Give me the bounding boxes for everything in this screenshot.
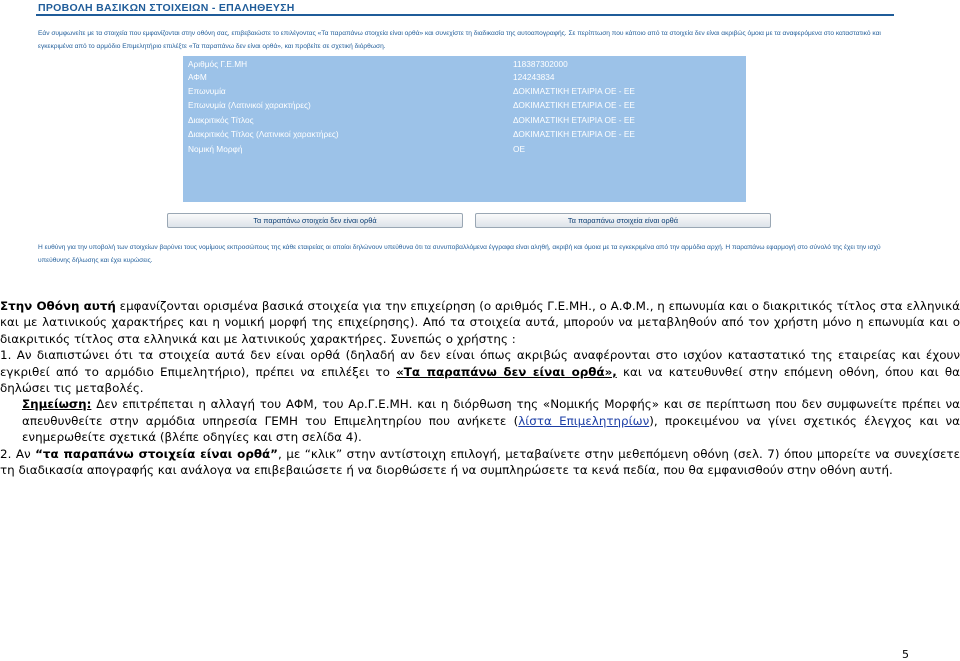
detail-label: Διακριτικός Τίτλος — [188, 115, 254, 125]
screen-title: ΠΡΟΒΟΛΗ ΒΑΣΙΚΩΝ ΣΤΟΙΧΕΙΩΝ - ΕΠΑΛΗΘΕΥΣΗ — [38, 2, 295, 14]
liability-notice: Η ευθύνη για την υποβολή των στοιχείων βαρύνει τους νομίμους εκπροσώπους της κάθε εταιρείας οι οποίοι δηλώνουν υπεύθυνα ότι τα συνυποβαλλόμενα έγγραφα είναι αληθή, ακριβή και όμοια με τα εγκεκριμένα από την αρμόδια αρχή. Η παραπάνω εφαρμογή στο σύνολό της έχει την ισχύ υπεύθυνης δήλωσης και έχει κυρώσεις. — [38, 244, 881, 264]
detail-label: Διακριτικός Τίτλος (Λατινικοί χαρακτήρες) — [188, 129, 339, 139]
note-label: Σημείωση: — [22, 397, 92, 412]
detail-value: 118387302000 — [513, 59, 568, 69]
detail-label: Επωνυμία — [188, 86, 226, 96]
detail-label: Επωνυμία (Λατινικοί χαρακτήρες) — [188, 100, 311, 110]
item-1-end: και να κατευθυνθεί στην επόμενη οθόνη, όπου και θα δηλώσει τις μεταβολές. — [0, 364, 960, 396]
company-details-panel — [183, 56, 746, 202]
detail-label: Νομική Μορφή — [188, 144, 243, 154]
item-2 — [0, 446, 960, 479]
detail-value: ΔΟΚΙΜΑΣΤΙΚΗ ΕΤΑΙΡΙΑ ΟΕ - ΕΕ — [513, 100, 635, 110]
detail-value: 124243834 — [513, 72, 555, 82]
item-2-button-ref: “τα παραπάνω στοιχεία είναι ορθά” — [35, 446, 278, 461]
intro-lead: Στην Οθόνη αυτή — [0, 299, 116, 313]
app-screenshot — [30, 0, 902, 278]
note-end: ), προκειμένου να γίνει σχετικός έλεγχος και να ενημερωθείτε σχετικά (βλέπε οδηγίες και στη σελίδα 4). — [22, 413, 960, 445]
detail-label: Αριθμός Γ.Ε.ΜΗ — [188, 59, 248, 69]
detail-value: ΔΟΚΙΜΑΣΤΙΚΗ ΕΤΑΙΡΙΑ ΟΕ - ΕΕ — [513, 86, 635, 96]
intro-paragraph — [0, 298, 960, 347]
item-1-button-ref: «Τα παραπάνω δεν είναι ορθά», — [396, 364, 617, 379]
detail-label: ΑΦΜ — [188, 72, 207, 82]
data-correct-button[interactable]: Τα παραπάνω στοιχεία είναι ορθά — [475, 213, 771, 228]
item-2-end: , με “κλικ” στην αντίστοιχη επιλογή, μεταβαίνετε στην μεθεπόμενη οθόνη (σελ. 7) όπου μπορείτε να συνεχίσετε τη διαδικασία απογραφής και ανάλογα να επιβεβαιώσετε ή να διορθώσετε ή να συμπληρώσετε τα κενά πεδία, που θα εμφανισθούν στην οθόνη αυτή. — [0, 446, 960, 478]
data-incorrect-button[interactable]: Τα παραπάνω στοιχεία δεν είναι ορθά — [167, 213, 463, 228]
intro-text: Εάν συμφωνείτε με τα στοιχεία που εμφανίζονται στην οθόνη σας, επιβεβαιώστε το επιλέγοντας «Τα παραπάνω στοιχεία είναι ορθά» και συνεχίστε τη διαδικασία της αυτοαπογραφής. Σε περίπτωση που κάποιο από τα στοιχεία δεν είναι ακριβώς όμοια με τα αναφερόμενα στο καταστατικό και εγκεκριμένα από το αρμόδιο Επιμελητήριο επιλέξτε «Τα παραπάνω δεν είναι ορθά», και προβείτε σε σχετική διόρθωση. — [38, 30, 881, 50]
item-1 — [0, 347, 960, 396]
item-1-text: 1. Αν διαπιστώνει ότι τα στοιχεία αυτά δεν είναι ορθά (δηλαδή αν δεν είναι όπως ακριβώς αναφέρονται στο ισχύον καταστατικό της εταιρείας και έχουν εγκριθεί από το αρμόδιο Επιμελητήριο), πρέπει να επιλέξει το — [0, 348, 960, 379]
page-number: 5 — [902, 648, 909, 661]
note-1 — [0, 396, 960, 445]
detail-value: ΔΟΚΙΜΑΣΤΙΚΗ ΕΤΑΙΡΙΑ ΟΕ - ΕΕ — [513, 115, 635, 125]
intro-rest: εμφανίζονται ορισμένα βασικά στοιχεία για την επιχείρηση (ο αριθμός Γ.Ε.ΜΗ., ο Α.Φ.Μ., η επωνυμία και ο διακριτικός τίτλος στα ελληνικά και με λατινικούς χαρακτήρες και η νομική μορφή της επιχείρησης). Από τα στοιχεία αυτά, μπορούν να μεταβληθούν από τον χρήστη μόνο η επωνυμία και ο διακριτικός τίτλος στα ελληνικά και με λατινικούς χαρακτήρες. Συνεπώς ο χρήστης : — [0, 299, 960, 346]
detail-value: ΟΕ — [513, 144, 525, 154]
chambers-list-link[interactable]: λίστα Επιμελητηρίων — [518, 413, 650, 428]
title-divider — [36, 14, 894, 16]
item-2-text: 2. Αν — [0, 446, 36, 461]
document-body — [0, 298, 960, 478]
note-text: Δεν επιτρέπεται η αλλαγή του ΑΦΜ, του Αρ.Γ.Ε.ΜΗ. και η διόρθωση της «Νομικής Μορφής» και σε περίπτωση που δεν συμφωνείτε πρέπει να απευθυνθείτε στην αρμόδια υπηρεσία ΓΕΜΗ του Επιμελητηρίου που ανήκετε ( — [22, 397, 960, 428]
detail-value: ΔΟΚΙΜΑΣΤΙΚΗ ΕΤΑΙΡΙΑ ΟΕ - ΕΕ — [513, 129, 635, 139]
